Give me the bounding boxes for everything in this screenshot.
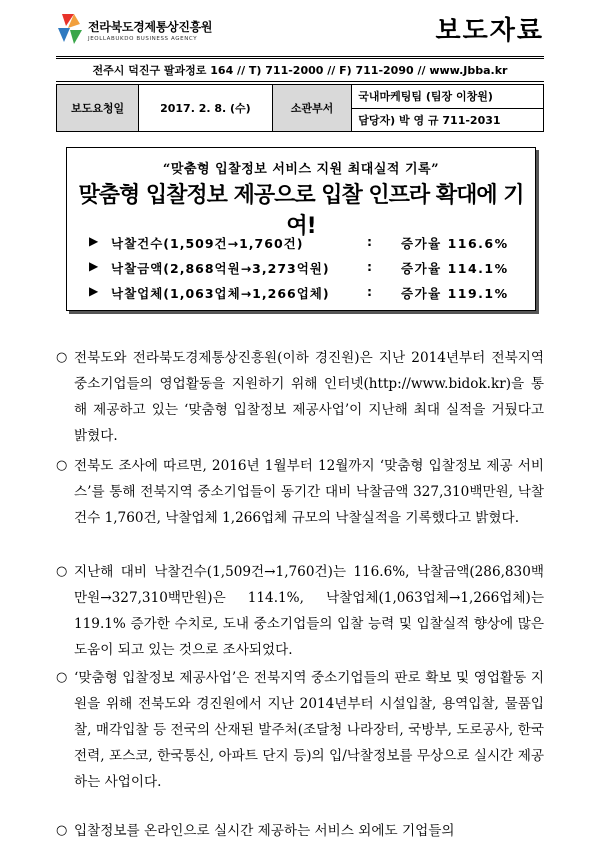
- agency-logo-icon: [56, 12, 84, 46]
- circle-bullet-icon: ○: [56, 564, 68, 579]
- contact-person-value: 담당자) 박 영 규 711-2031: [352, 108, 544, 132]
- department-value: 국내마케팅팀 (팀장 이창원): [352, 85, 544, 109]
- circle-bullet-icon: ○: [56, 823, 68, 838]
- stat-result: 증가율 114.1%: [401, 261, 509, 276]
- headline-title: 맞춤형 입찰정보 제공으로 입찰 인프라 확대에 기여!: [78, 183, 524, 239]
- headline-subtitle: “맞춤형 입찰정보 서비스 지원 최대실적 기록”: [162, 162, 440, 177]
- circle-bullet-icon: ○: [56, 458, 68, 473]
- stat-row-win-companies: [89, 284, 529, 308]
- stat-result: 증가율 119.1%: [401, 286, 509, 301]
- body-paragraph: [56, 818, 544, 844]
- circle-bullet-icon: ○: [56, 350, 68, 365]
- paragraph-text: 전북도 조사에 따르면, 2016년 1월부터 12월까지 ‘맞춤형 입찰정보 제공 서비스’를 통해 전북지역 중소기업들이 동기간 대비 낙찰금액 327,310백만원, 낙찰건수 1,760건, 낙찰업체 1,266업체 규모의 낙찰실적을 기록했다고 밝혔다.: [74, 458, 544, 526]
- stat-row-win-amount: [89, 259, 529, 283]
- release-info-table: [56, 84, 544, 132]
- paragraph-text: 전북도와 전라북도경제통상진흥원(이하 경진원)은 지난 2014년부터 전북지역 중소기업들의 영업활동을 지원하기 위해 인터넷(http://www.bidok.kr)을 통해 제공하고 있는 ‘맞춤형 입찰정보 제공사업’이 지난해 최대 실적을 거뒀다고 밝혔다.: [74, 350, 544, 444]
- paragraph-text: ‘맞춤형 입찰정보 제공사업’은 전북지역 중소기업들의 판로 확보 및 영업활동 지원을 위해 전북도와 경진원에서 지난 2014년부터 시설입찰, 용역입찰, 물품입찰, 매각입찰 등 전국의 산재된 발주처(조달청 나라장터, 국방부, 도로공사, 한국전력, 포스코, 한국통신, 아파트 단지 등)의 입/낙찰정보를 무상으로 실시간 제공하는 사업이다.: [74, 670, 544, 790]
- contact-bar: 전주시 덕진구 팔과정로 164 // T) 711-2000 // F) 711-2090 // www.Jbba.kr: [56, 56, 544, 82]
- headline-box: [66, 147, 536, 311]
- triangle-bullet-icon: ▶: [89, 284, 99, 298]
- stat-label: 낙찰금액(2,868억원→3,273억원): [111, 261, 330, 276]
- org-name: 전라북도경제통상진흥원: [88, 20, 213, 34]
- triangle-bullet-icon: ▶: [89, 234, 99, 248]
- paragraph-text: 지난해 대비 낙찰건수(1,509건→1,760건)는 116.6%, 낙찰금액(286,830백만원→327,310백만원)은 114.1%, 낙찰업체(1,063업체→1,266업체)는 119.1% 증가한 수치로, 도내 중소기업들의 입찰 능력 및 입찰실적 향상에 많은 도움이 되고 있는 것으로 조사되었다.: [74, 564, 544, 658]
- document-type-title: 보도자료: [435, 16, 544, 46]
- stat-row-win-count: [89, 234, 529, 258]
- agency-logo: [56, 12, 256, 52]
- page-header: [56, 8, 544, 58]
- body-paragraph: [56, 559, 544, 663]
- stat-colon: :: [367, 284, 372, 299]
- release-date-label: 보도요청일: [57, 85, 139, 132]
- triangle-bullet-icon: ▶: [89, 259, 99, 273]
- stat-label: 낙찰업체(1,063업체→1,266업체): [111, 286, 330, 301]
- body-paragraph: [56, 665, 544, 795]
- body-paragraph: [56, 345, 544, 449]
- department-label: 소관부서: [272, 85, 352, 132]
- stat-colon: :: [367, 259, 372, 274]
- body-paragraph: [56, 453, 544, 531]
- stat-label: 낙찰건수(1,509건→1,760건): [111, 236, 304, 251]
- circle-bullet-icon: ○: [56, 670, 68, 685]
- stat-result: 증가율 116.6%: [401, 236, 509, 251]
- release-date-value: 2017. 2. 8. (수): [139, 85, 273, 132]
- org-name-english: JEOLLABUKDO BUSINESS AGENCY: [88, 36, 198, 42]
- paragraph-text: 입찰정보를 온라인으로 실시간 제공하는 서비스 외에도 기업들의: [74, 823, 455, 839]
- stat-colon: :: [367, 234, 372, 249]
